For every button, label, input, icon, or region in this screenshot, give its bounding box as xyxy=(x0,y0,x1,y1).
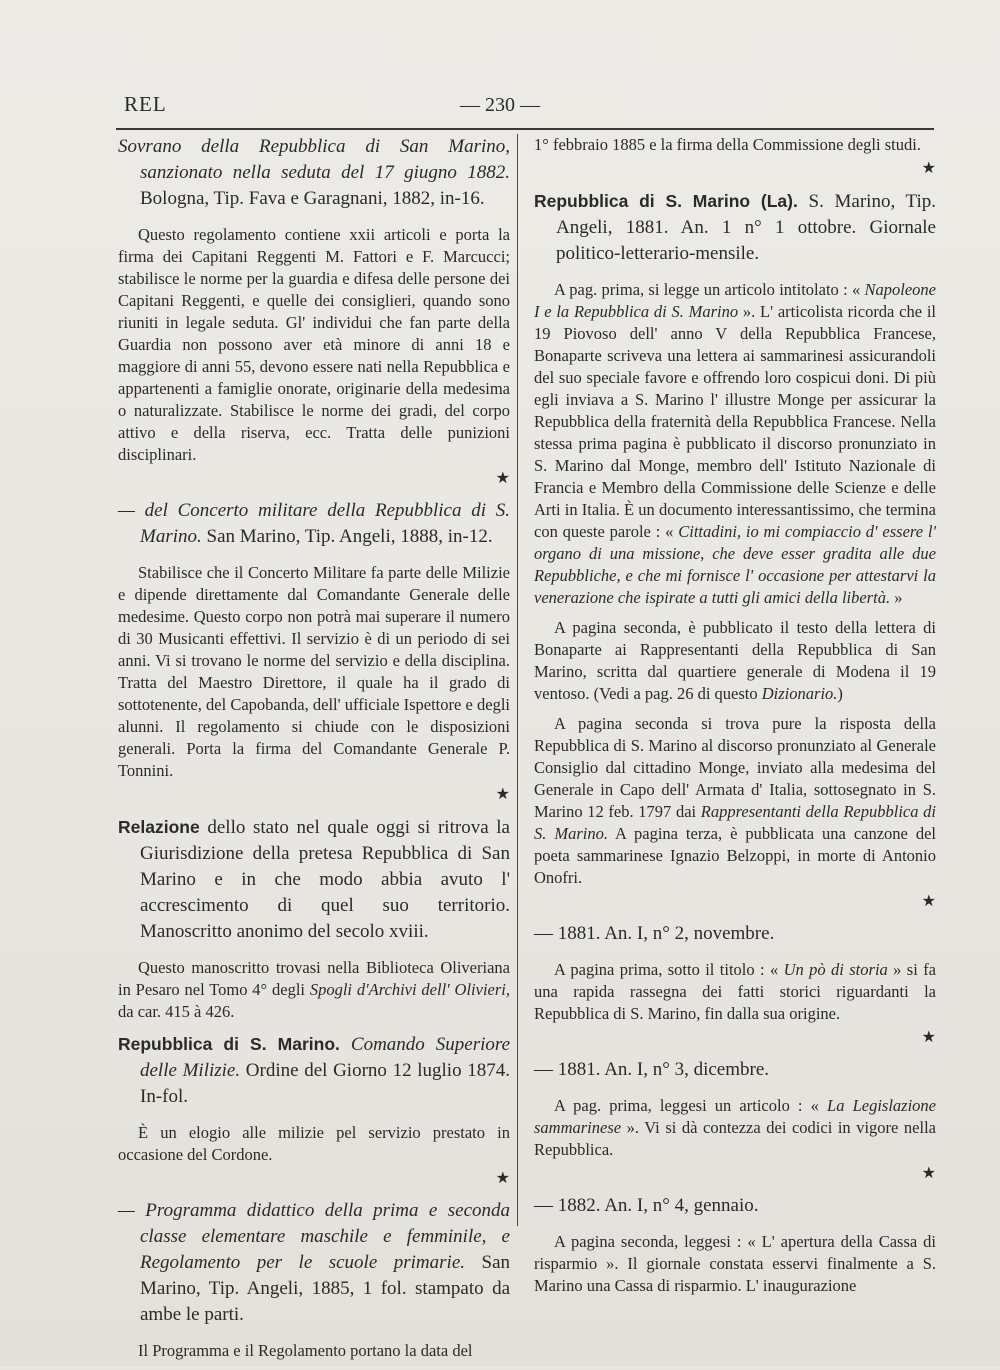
paragraph-elogio: È un elogio alle milizie pel servizio prestato in occasione del Cordone. xyxy=(118,1123,510,1164)
paragraph-storia: A pagina prima, sotto il titolo : « Un pò di storia » si fa una rapida rassegna dei fatti storici riguardanti la Repubblica di S. Marino, fin dalla sua origine. xyxy=(534,960,937,1023)
paragraph-cassa-risparmio: A pagina seconda, leggesi : « L' apertura della Cassa di risparmio ». Il giornale constata esservi finalmente a S. Marino una Cassa di risparmio. L' inaugurazione xyxy=(534,1232,936,1295)
entry-programma-didattico: — Programma didattico della prima e seconda classe elementare maschile e femminile, e Regolamento per le scuole primarie. San Marino, Tip. Angeli, 1885, 1 fol. stampato da ambe le parti. xyxy=(118,1200,510,1325)
star-icon: ★ xyxy=(495,1170,510,1187)
entry-keyword: Relazione xyxy=(118,817,200,837)
star-icon: ★ xyxy=(921,893,936,910)
star-icon: ★ xyxy=(921,160,936,177)
entry-keyword: Repubblica di S. Marino. xyxy=(118,1034,340,1054)
header-rule xyxy=(116,128,934,130)
column-divider xyxy=(517,134,518,1226)
entry-giornale: Repubblica di S. Marino (La). S. Marino, Tip. Angeli, 1881. An. 1 n° 1 ottobre. Giornale politico-letterario-mensile. xyxy=(534,191,937,264)
entry-keyword: Repubblica di S. Marino (La). xyxy=(534,191,798,211)
star-icon: ★ xyxy=(495,786,510,803)
paragraph-legislazione: A pag. prima, leggesi un articolo : « La Legislazione sammarinese ». Vi si dà contezza dei codici in vigore nella Repubblica. xyxy=(534,1096,936,1159)
entry-concerto-militare: — del Concerto militare della Repubblica di S. Marino. San Marino, Tip. Angeli, 1888, in-12. xyxy=(118,500,510,547)
entry-regolamento-guardia: Sovrano della Repubblica di San Marino, sanzionato nella seduta del 17 giugno 1882. Bologna, Tip. Fava e Garagnani, 1882, in-16. xyxy=(118,136,510,209)
paragraph-continuation: 1° febbraio 1885 e la firma della Commissione degli studi. xyxy=(534,135,921,154)
star-icon: ★ xyxy=(495,470,510,487)
paragraph-napoleone: A pag. prima, si legge un articolo intitolato : « Napoleone I e la Repubblica di S. Marino ». L' articolista ricorda che il 19 Piovoso dell' anno V della Repubblica Francese, Bonaparte scriveva una lettera ai sammarinesi assicurandoli del suo speciale favore e offrendo loro cospicui doni. Di più egli inviava a S. Marino l' illustre Monge per assicurar la Repubblica della fraternità della Repubblica Francese. Nella stessa prima pagina è pubblicato il discorso pronunziato in S. Marino dal Monge, membro dell' Istituto Nazionale di Francia e Membro della Commissione delle Scienze e delle Arti in Italia. È un documento interessantissimo, che termina con queste parole : « Cittadini, io mi compiaccio d' essere l' organo di una missione, che deve esser gradita alle due Repubbliche, e che mi fornisce l' occasione per attestarvi la venerazione che ispirate a tutti gli amici della libertà. » xyxy=(534,280,936,607)
left-column xyxy=(118,134,510,1370)
paragraph-programma: Il Programma e il Regolamento portano la data del xyxy=(138,1341,473,1360)
right-column xyxy=(534,134,936,1305)
star-icon: ★ xyxy=(921,1029,936,1046)
entry-novembre: — 1881. An. I, n° 2, novembre. xyxy=(534,923,775,944)
entry-comando-superiore: Repubblica di S. Marino. Comando Superiore delle Milizie. Ordine del Giorno 12 luglio 1874. In-fol. xyxy=(118,1034,511,1107)
star-icon: ★ xyxy=(921,1165,936,1182)
paragraph-manoscritto: Questo manoscritto trovasi nella Biblioteca Oliveriana in Pesaro nel Tomo 4° degli Spogli d'Archivi dell' Olivieri, da car. 415 à 426. xyxy=(118,958,510,1021)
entry-dicembre: — 1881. An. I, n° 3, dicembre. xyxy=(534,1059,770,1080)
entry-gennaio: — 1882. An. I, n° 4, gennaio. xyxy=(534,1195,759,1216)
running-head: REL xyxy=(124,92,167,116)
paragraph-risposta: A pagina seconda si trova pure la risposta della Repubblica di S. Marino al discorso pronunziato al Generale Consiglio dal cittadino Monge, inviato alla medesima del Generale in Capo dell' Armata d' Italia, sottosegnato in S. Marino 12 feb. 1797 dai Rappresentanti della Repubblica di S. Marino. A pagina terza, è pubblicata una canzone del poeta sammarinese Ignazio Belzoppi, in morte di Antonio Onofri. xyxy=(534,714,936,887)
page-number: — 230 — xyxy=(460,94,540,116)
paragraph-concerto: Stabilisce che il Concerto Militare fa parte delle Milizie e dipende direttamente dal Comandante Generale delle medesime. Questo corpo non potrà mai superare il numero di 30 Musicanti effettivi. Il servizio è di un periodo di sei anni. Vi si trovano le norme del servizio e della disciplina. Tratta del Maestro Direttore, il quale ha il grado di sottotenente, del Capobanda, dell' ufficiale Ispettore e degli alunni. Il regolamento si chiude con le disposizioni generali. Porta la firma del Comandante Generale P. Tonnini. xyxy=(118,563,510,780)
entry-relazione: Relazione dello stato nel quale oggi si ritrova la Giurisdizione della pretesa Repubblica di San Marino e in che modo abbia avuto l' accrescimento di quel suo territorio. Manoscritto anonimo del secolo xviii. xyxy=(118,817,510,942)
paragraph-lettera-bonaparte: A pagina seconda, è pubblicato il testo della lettera di Bonaparte ai Rappresentanti della Repubblica di San Marino, scritta dal quartiere generale di Modena il 19 ventoso. (Vedi a pag. 26 di questo Dizionario.) xyxy=(534,618,936,703)
paragraph-guardia: Questo regolamento contiene xxii articoli e porta la firma dei Capitani Reggenti M. Fattori e F. Marcucci; stabilisce le norme per la guardia e difesa delle persone dei Capitani Reggenti, e quelle dei consiglieri, quando sono riuniti in legale seduta. Gl' individui che fan parte della Guardia non possono aver età minore di anni 18 e maggiore di anni 55, devono essere nati nella Repubblica e appartenenti a famiglie onorate, originarie della medesima o naturalizzate. Stabilisce le norme dei gradi, del corpo attivo e della riserva, ecc. Tratta delle punizioni disciplinari. xyxy=(118,225,510,464)
